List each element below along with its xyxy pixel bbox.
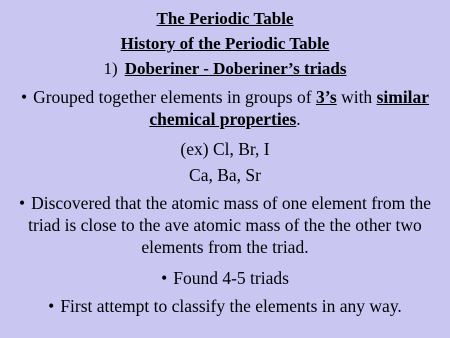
bullet-found xyxy=(8,267,442,289)
bullet-discovered xyxy=(8,192,442,258)
bullet-grouped-text-before: Grouped together elements in groups of xyxy=(33,87,316,107)
example-line-2: Ca, Ba, Sr xyxy=(189,165,261,185)
emphasis-threes: 3’s xyxy=(315,87,337,107)
bullet-marker: • xyxy=(20,87,28,107)
numbered-item xyxy=(0,56,450,82)
bullet-found-text: Found 4-5 triads xyxy=(173,268,289,288)
bullet-grouped xyxy=(8,86,442,130)
slide-title: The Periodic Table xyxy=(156,9,294,28)
bullet-first-attempt-text: First attempt to classify the elements in any way. xyxy=(60,296,402,316)
bullet-grouped-text-after: . xyxy=(296,109,301,129)
bullet-marker: • xyxy=(18,193,26,213)
bullet-marker: • xyxy=(48,296,55,316)
example-line-1: (ex) Cl, Br, I xyxy=(180,139,270,159)
item-number: 1) xyxy=(103,59,118,78)
bullet-marker: • xyxy=(161,268,168,288)
bullet-first-attempt xyxy=(8,295,442,317)
bullet-discovered-text: Discovered that the atomic mass of one element from the triad is close to the ave atomic mass of the the other two elements from the triad. xyxy=(28,193,432,257)
emphasis-properties: similar chemical properties xyxy=(149,87,430,129)
bullet-grouped-text-middle: with xyxy=(336,87,377,107)
section-subtitle: History of the Periodic Table xyxy=(120,34,330,53)
item-title: Doberiner - Doberiner’s triads xyxy=(124,59,347,78)
